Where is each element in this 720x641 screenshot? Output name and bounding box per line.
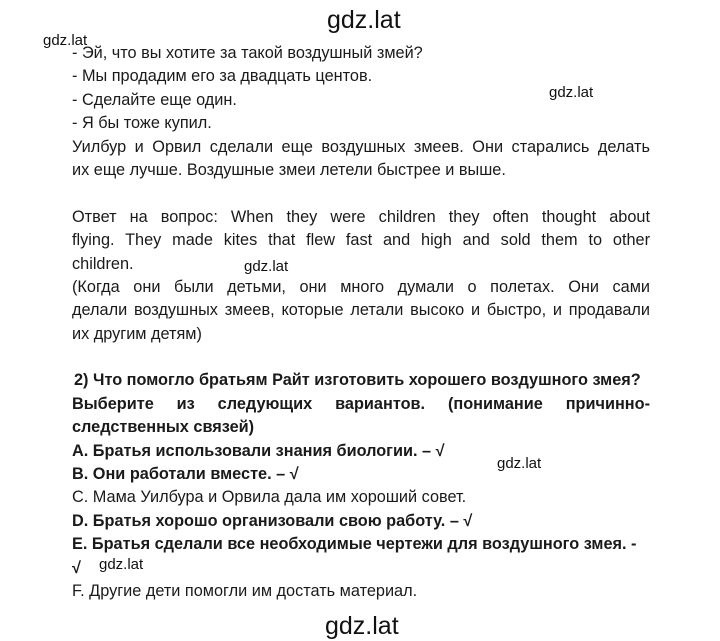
watermark-small: gdz.lat (549, 84, 594, 101)
option-d: D. Братья хорошо организовали свою работу. – √ (72, 511, 473, 530)
watermark-small: gdz.lat (99, 556, 144, 573)
option-e-checkmark: √ (72, 558, 81, 577)
translation-line: их другим детям) (72, 324, 202, 343)
answer-line: children. (72, 254, 134, 273)
translation-line: (Когда они были детьми, они много думали о полетах. Они сами (72, 277, 650, 296)
story-line: Уилбур и Орвил сделали еще воздушных змеев. Они старались делать (72, 137, 650, 156)
document-body (72, 42, 650, 603)
dialogue-line: - Сделайте еще один. (72, 90, 237, 109)
option-b: B. Они работали вместе. – √ (72, 465, 299, 484)
option-c: C. Мама Уилбура и Орвила дала им хороший совет. (72, 488, 467, 507)
dialogue-line: - Эй, что вы хотите за такой воздушный змей? (72, 44, 423, 62)
answer-line: flying. They made kites that flew fast and high and sold them to other (72, 231, 650, 250)
question-heading: 2) Что помогло братьям Райт изготовить хорошего воздушного змея? (74, 371, 641, 390)
watermark-small: gdz.lat (497, 455, 542, 472)
option-e: E. Братья сделали все необходимые чертежи для воздушного змея. - (72, 535, 637, 554)
option-a: A. Братья использовали знания биологии. – √ (72, 441, 445, 460)
watermark-top: gdz.lat (327, 6, 401, 34)
watermark-bottom: gdz.lat (325, 612, 399, 640)
option-f: F. Другие дети помогли им достать материал. (72, 581, 418, 600)
translation-line: делали воздушных змеев, которые летали высоко и быстро, и продавали (72, 301, 650, 320)
question-heading: следственных связей) (72, 418, 255, 437)
answer-line: Ответ на вопрос: When they were children they often thought about (72, 207, 650, 226)
watermark-small: gdz.lat (43, 32, 88, 49)
dialogue-line: - Я бы тоже купил. (72, 114, 212, 133)
watermark-small: gdz.lat (244, 258, 289, 275)
story-line: их еще лучше. Воздушные змеи летели быстрее и выше. (72, 160, 506, 179)
question-heading: Выберите из следующих вариантов. (понимание причинно- (72, 394, 650, 413)
dialogue-line: - Мы продадим его за двадцать центов. (72, 67, 373, 86)
